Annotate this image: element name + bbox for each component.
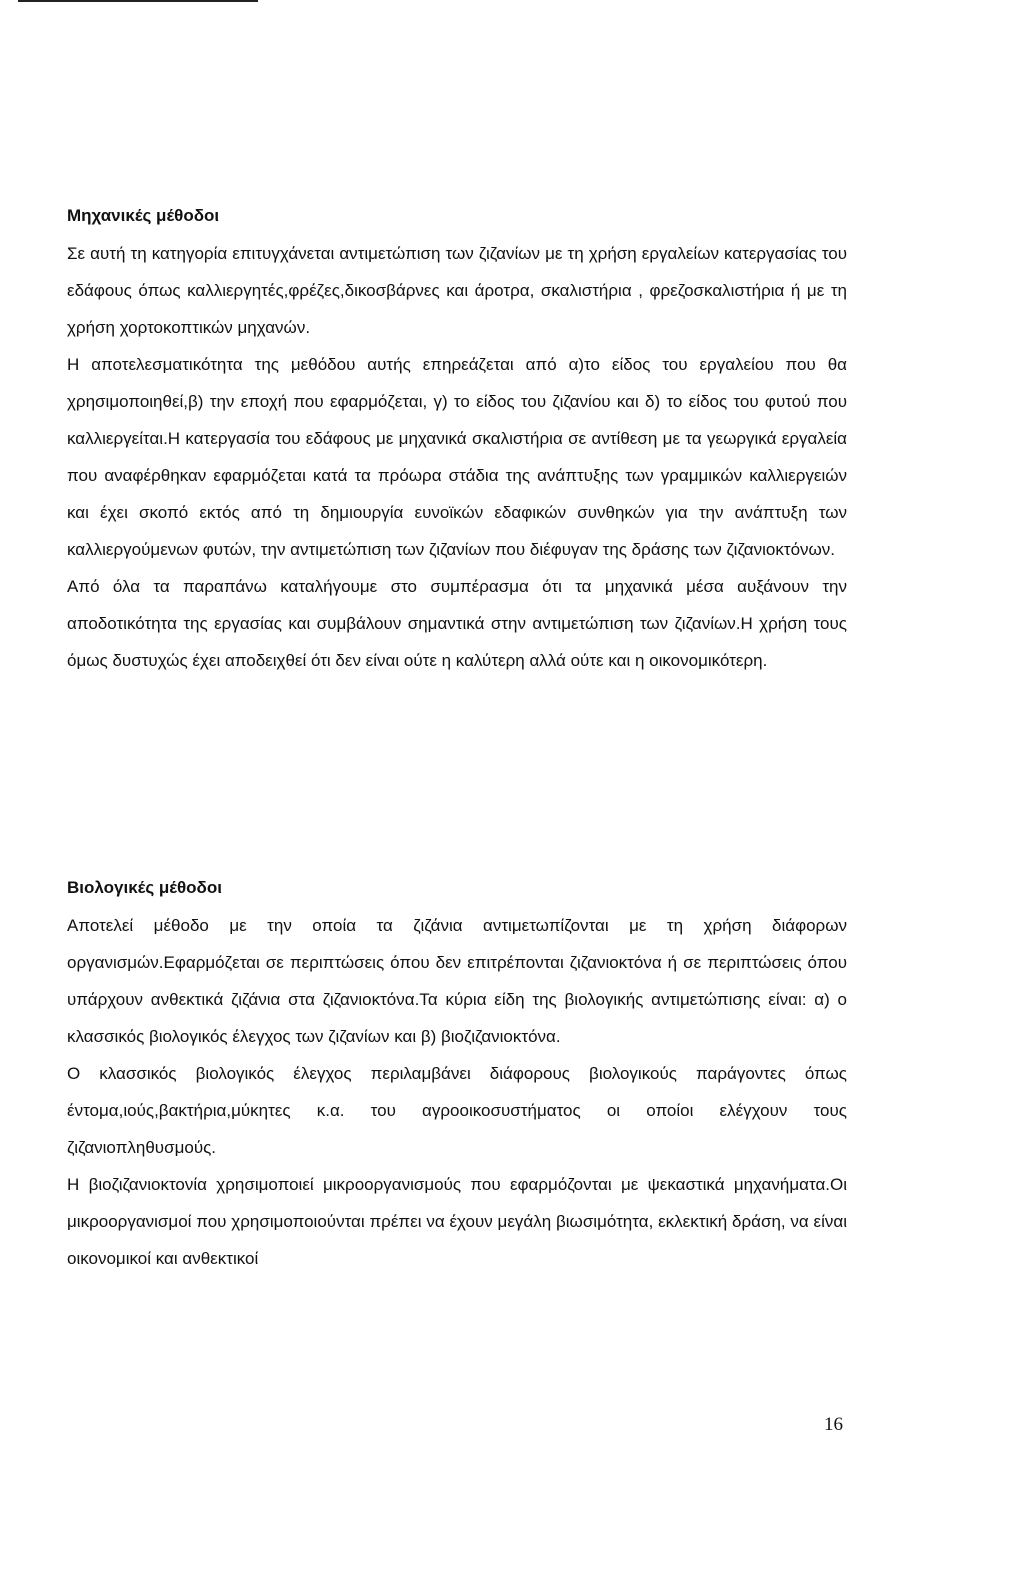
paragraph: Η αποτελεσματικότητα της μεθόδου αυτής επηρεάζεται από α)το είδος του εργαλείου που θα χρησιμοποιηθεί,β) την εποχή που εφαρμόζεται, γ) το είδος του ζιζανίου και δ) το είδος του φυτού που καλλιεργείται.Η κατεργασία του εδάφους με μηχανικά σκαλιστήρια σε αντίθεση με τα γεωργικά εργαλεία που αναφέρθηκαν εφαρμόζεται κατά τα πρόωρα στάδια της ανάπτυξης των γραμμικών καλλιεργειών και έχει σκοπό εκτός από τη δημιουργία ευνοϊκών εδαφικών συνθηκών για την ανάπτυξη των καλλιεργούμενων φυτών, την αντιμετώπιση των ζιζανίων που διέφυγαν της δράσης των ζιζανιοκτόνων. — [67, 355, 847, 559]
paragraph: Αποτελεί μέθοδο με την οποία τα ζιζάνια αντιμετωπίζονται με τη χρήση διάφορων οργανισμών.Εφαρμόζεται σε περιπτώσεις όπου δεν επιτρέπονται ζιζανιοκτόνα ή σε περιπτώσεις όπου υπάρχουν ανθεκτικά ζιζάνια στα ζιζανιοκτόνα.Τα κύρια είδη της βιολογικής αντιμετώπισης είναι: α) ο κλασσικός βιολογικός έλεγχος των ζιζανίων και β) βιοζιζανιοκτόνα. — [67, 916, 847, 1046]
page-number: 16 — [824, 1414, 843, 1435]
paragraph: Σε αυτή τη κατηγορία επιτυγχάνεται αντιμετώπιση των ζιζανίων με τη χρήση εργαλείων κατεργασίας του εδάφους όπως καλλιεργητές,φρέζες,δικοσβάρνες και άροτρα, σκαλιστήρια , φρεζοσκαλιστήρια ή με τη χρήση χορτοκοπτικών μηχανών. — [67, 244, 847, 337]
biological-methods-section — [67, 875, 847, 1277]
section-heading: Μηχανικές μέθοδοι — [67, 206, 220, 225]
top-border-rule — [18, 0, 258, 2]
section-heading: Βιολογικές μέθοδοι — [67, 878, 222, 897]
paragraph: Ο κλασσικός βιολογικός έλεγχος περιλαμβάνει διάφορους βιολογικούς παράγοντες όπως έντομα,ιούς,βακτήρια,μύκητες κ.α. του αγροοικοσυστήματος οι οποίοι ελέγχουν τους ζιζανιοπληθυσμούς. — [67, 1064, 847, 1157]
paragraph: Από όλα τα παραπάνω καταλήγουμε στο συμπέρασμα ότι τα μηχανικά μέσα αυξάνουν την αποδοτικότητα της εργασίας και συμβάλουν σημαντικά στην αντιμετώπιση των ζιζανίων.Η χρήση τους όμως δυστυχώς έχει αποδειχθεί ότι δεν είναι ούτε η καλύτερη αλλά ούτε και η οικονομικότερη. — [67, 577, 847, 670]
paragraph: Η βιοζιζανιοκτονία χρησιμοποιεί μικροοργανισμούς που εφαρμόζονται με ψεκαστικά μηχανήματα.Οι μικροοργανισμοί που χρησιμοποιούνται πρέπει να έχουν μεγάλη βιωσιμότητα, εκλεκτική δράση, να είναι οικονομικοί και ανθεκτικοί — [67, 1175, 847, 1268]
mechanical-methods-section — [67, 203, 847, 679]
